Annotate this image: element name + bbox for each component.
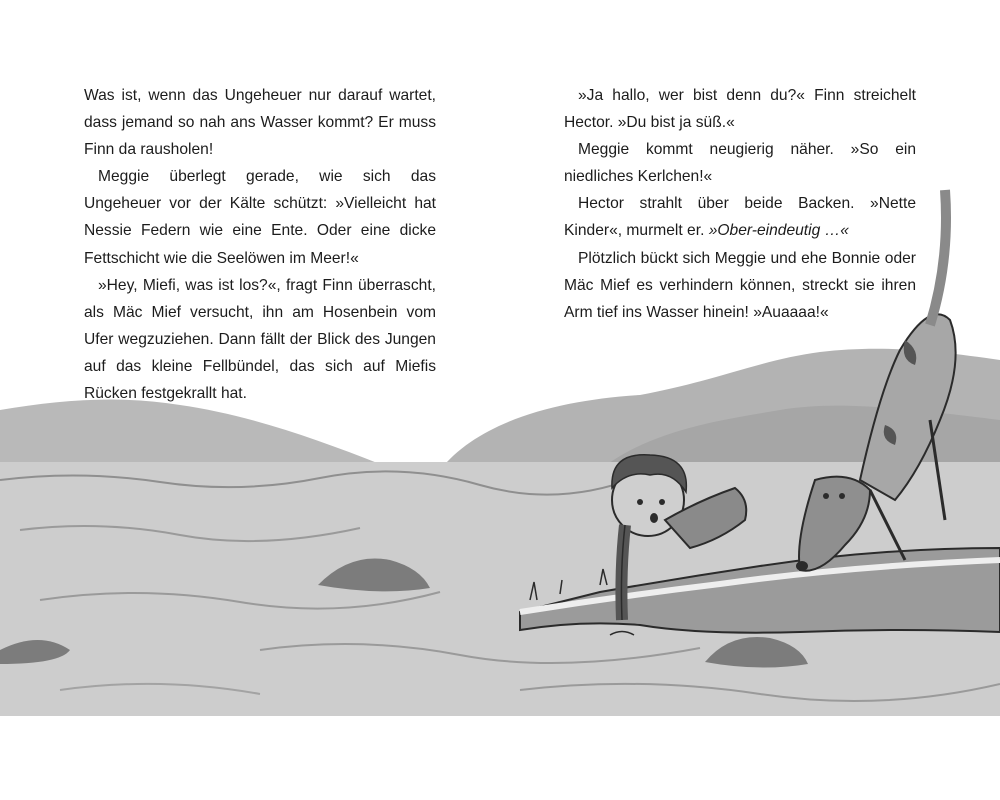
right-paragraph-3-text: Hector strahlt über beide Backen. »Nette Kinder«, murmelt er. (564, 195, 916, 240)
right-paragraph-4: Plötzlich bückt sich Meggie und ehe Bonnie oder Mäc Mief es verhindern können, streckt sie ihren Arm tief ins Wasser hinein! »Auaaaa!« (564, 249, 916, 321)
right-paragraph-1: »Ja hallo, wer bist denn du?« Finn streichelt Hector. »Du bist ja süß.« (564, 87, 916, 132)
left-paragraph-3: »Hey, Miefi, was ist los?«, fragt Finn überrascht, als Mäc Mief versucht, ihn am Hosenbein vom Ufer wegzuziehen. Dann fällt der Blick des Jungen auf das kleine Fellbündel, das sich auf Miefis Rücken festgekrallt hat. (84, 276, 436, 403)
dog-tail (930, 190, 946, 325)
left-paragraph-1: Was ist, wenn das Ungeheuer nur darauf wartet, dass jemand so nah ans Wasser kommt? Er muss Finn da rausholen! (84, 87, 436, 159)
right-paragraph-3-italic: »Ober-eindeutig …« (708, 222, 849, 240)
left-text-column (84, 82, 436, 407)
far-hill-left (0, 400, 395, 470)
right-text-column (564, 82, 916, 326)
right-paragraph-3 (564, 190, 916, 244)
left-paragraph-2: Meggie überlegt gerade, wie sich das Ungeheuer vor der Kälte schützt: »Vielleicht hat Nessie Federn wie eine Ente. Oder eine dicke Fettschicht wie die Seelöwen im Meer!« (84, 168, 436, 267)
right-paragraph-2: Meggie kommt neugierig näher. »So ein niedliches Kerlchen!« (564, 141, 916, 186)
